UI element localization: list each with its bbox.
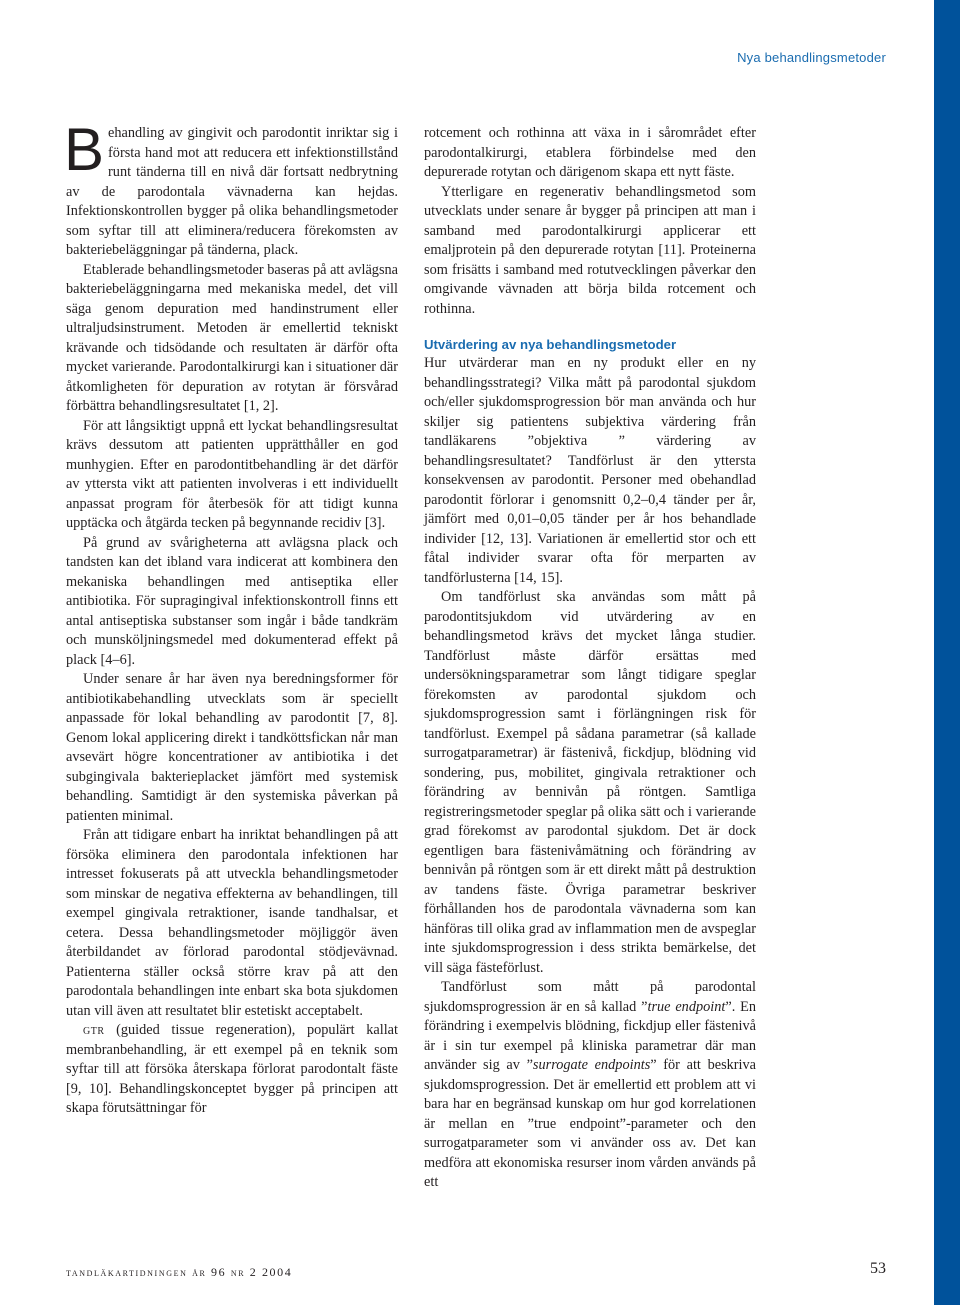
year-label: år [192, 1265, 207, 1279]
journal-name: tandläkartidningen [66, 1265, 188, 1279]
paragraph: Ytterligare en regenerativ behandlingsmetod som utvecklats under senare år bygger på principen att man i samband med parodontalkirurgi applicerar ett emaljprotein på den depurerade rotytan [11]. Proteinerna som frisätts i samband med rotutvecklingen påverkar den omgivande vävnaden att börja bilda rotcement och rothinna. [424, 183, 756, 317]
issue-label: nr [230, 1265, 246, 1279]
paragraph: Från att tidigare enbart ha inriktat behandlingen på att försöka eliminera den parodontala infektionen har intresset fokuserats på att utveckla behandlingsmetoder som minskar de negativa effekterna av behandlingen, till exempel gingivala retraktioner, isande tandhalsar, et cetera. Dessa behandlingsmetoder möjliggör även återbildandet av förlorad parodontal stödjevävnad. Patienterna ställer också större krav på att den parodontala behandlingen inte enbart ska bota sjukdomen utan vill även att resultatet blir estetiskt acceptabelt. [66, 827, 398, 1019]
paragraph: Under senare år har även nya beredningsformer för antibiotikabehandling utvecklats som är speciellt anpassade för lokal behandling av parodontit [7, 8]. Genom lokal applicering direkt i tandköttsfickan når man avsevärt högre koncentrationer av antibiotika i det subgingivala bakterieplacket jämfört med systemisk behandling. Samtidigt är den systemiska påverkan på patienten minimal. [66, 671, 398, 824]
paragraph-text: ”. En förändring i exempelvis blödning, fickdjup eller fästenivå är i sin tur exempel på kliniska parametrar där man använder sig av ” [424, 998, 757, 1073]
emphasis-surrogate-endpoints: surrogate endpoints [532, 1057, 651, 1073]
subheading: Utvärdering av nya behandlingsmetoder [424, 337, 677, 352]
left-column [64, 116, 398, 1119]
abbreviation-gtr: gtr [83, 1022, 105, 1038]
paragraph: rotcement och rothinna att växa in i sårområdet efter parodontalkirurgi, etablera förbindelse med den depurerade rotytan och därigenom skapa ett nytt fäste. [424, 125, 756, 180]
page-number: 53 [870, 1260, 886, 1277]
paragraph-text: ehandling av gingivit och parodontit inriktar sig i första hand mot att reducera ett infektionstillstånd runt tänderna till en nivå där fortsatt nedbrytning av de parodontala vävnaderna kan hejdas. Infektionskontrollen bygger på olika behandlingsmetoder som syftar till att eliminera/reducera förekomsten av bakteriebeläggningar på tänderna, plack. [66, 125, 398, 258]
paragraph: På grund av svårigheterna att avlägsna plack och tandsten kan det ibland vara indicerat att kombinera den mekaniska behandlingen med antiseptika eller antibiotika. För supragingival infektionskontroll finns ett antal antiseptiska substanser som ingår i både tandkräm och munsköljningsmedel med dokumenterad effekt på plack [4–6]. [66, 534, 398, 668]
paragraph: Hur utvärderar man en ny produkt eller en ny behandlingsstrategi? Vilka mått på parodontal sjukdom och/eller sjukdomsprogression bör man använda och hur skiljer sig patientens subjektiva värdering från tandläkarens ”objektiva ” värdering av behandlingsresultatet? Tandförlust är den yttersta konsekvensen av parodontit. Personer med obehandlad parodontit förlorar i genomsnitt 0,2–0,4 tänder per år, jämfört med 0,01–0,05 tänder per år hos behandlade individer [12, 13]. Variationen är emellertid stor och ett fåtal individer svarar ofta för merparten av tandförlusterna [14, 15]. [424, 355, 756, 586]
right-column [424, 124, 756, 1193]
side-color-bar [934, 0, 960, 1305]
section-header: Nya behandlingsmetoder [737, 50, 886, 65]
paragraph [424, 978, 756, 1193]
drop-cap: B [64, 116, 105, 183]
paragraph [64, 116, 398, 261]
paragraph: För att långsiktigt uppnå ett lyckat behandlingsresultat krävs dessutom att patienten upprätthåller en god munhygien. Efter en parodontitbehandling är det därför av yttersta vikt att patienten involveras i ett individuellt anpassat program för återbesök för att tidigt kunna upptäcka och åtgärda tecken på begynnande recidiv [3]. [66, 417, 398, 531]
year-value: 96 [211, 1265, 227, 1279]
paragraph [66, 1021, 398, 1119]
paragraph-text: ” för att beskriva sjukdomsprogression. Det är emellertid ett problem att vi bara har en begränsad kunskap om hur god korrelationen är mellan en ”true endpoint”-parameter och den surrogatparameter som vi använder oss av. Det kan medföra att ekonomiska resurser inom vården används på ett [424, 1057, 757, 1190]
paragraph-text: (guided tissue regeneration), populärt kallat membranbehandling, är ett exempel på en teknik som syftar till att försöka återskapa förlorat parodontalt fäste [9, 10]. Behandlingskonceptet bygger på principen att skapa förutsättningar för [66, 1022, 398, 1116]
paragraph-text: Tandförlust som mått på parodontal sjukdomsprogression är en så kallad ” [424, 979, 756, 1015]
emphasis-true-endpoint: true endpoint [647, 998, 726, 1015]
paragraph: Om tandförlust ska användas som mått på parodontitsjukdom vid utvärdering av en behandlingsmetod krävs det mycket långa studier. Tandförlust måste därför ersättas med undersökningsparametrar som långt tidigare speglar förekomsten av parodontal sjukdom och sjukdomsprogression samt i förlängningen risk för tandförlust. Exempel på sådana parametrar (så kallade surrogatparametrar) är fästenivå, fickdjup, blödning vid sondering, pus, mobilitet, gingivala retraktioner och förändring av bennivån på röntgen. Samtliga registreringsmetoder speglar på olika sätt och i varierande grad förekomst av parodontal sjukdom. Det är dock egentligen bara fästenivåmätning och förändring av bennivån på röntgen som är ett direkt mått på destruktion av tandens fäste. Övriga parametrar beskriver förhållanden hos de parodontala vävnaderna som kan hänföras till olika grad av inflammation men de avspeglar inte sjukdomsprogression i dess strikta bemärkelse, det vill säga fästeförlust. [424, 589, 756, 976]
issue-value: 2 2004 [249, 1265, 293, 1279]
footer-journal-info [66, 1265, 292, 1280]
paragraph: Etablerade behandlingsmetoder baseras på att avlägsna bakteriebeläggningarna med mekaniska medel, det vill säga genom depuration med handinstrument eller ultraljudsinstrument. Metoden är emellertid tekniskt krävande och tidsödande och resultaten är därför ofta mycket varierande. Parodontalkirurgi kan i situationer där åtkomligheten för depuration av rotytan är försvårad förbättra behandlingsresultatet [1, 2]. [66, 261, 398, 414]
